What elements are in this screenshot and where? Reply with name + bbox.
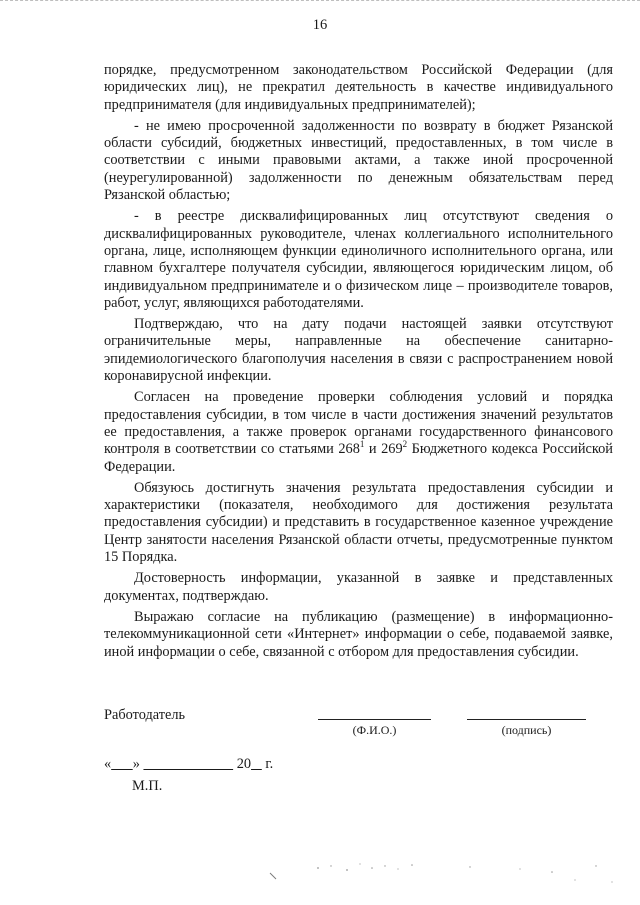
audit-consent-text-c: Бюджетного кодекса Российской Федерации. bbox=[104, 441, 613, 475]
paragraph-no-debt: - не имею просроченной задолженности по возврату в бюджет Рязанской области субсидий, бюджетных инвестиций, предоставленных, в том числе в соответствии с иными правовыми актами, а также иной просроченной (неурегулированной) задолженности по денежным обязательствам перед Рязанской областью; bbox=[104, 117, 613, 204]
paragraph-disqualification-registry: - в реестре дисквалифицированных лиц отсутствуют сведения о дисквалифицированных руководителе, членах коллегиального исполнительного органа, лице, исполняющем функции единоличного исполнительного органа, или главном бухгалтере получателя субсидии, являющегося юридическим лицом, об индивидуальном предпринимателе и о физическом лице – производителе товаров, работ, услуг, являющихся работодателями. bbox=[104, 208, 613, 311]
audit-consent-text-b: и 269 bbox=[364, 441, 403, 458]
paragraph-legal-status: порядке, предусмотренном законодательством Российской Федерации (для юридических лиц), не прекратил деятельность в качестве индивидуального предпринимателя (для индивидуальных предпринимателей); bbox=[104, 62, 613, 113]
paragraph-covid-restrictions: Подтверждаю, что на дату подачи настоящей заявки отсутствуют ограничительные меры, направленные на обеспечение санитарно-эпидемиологического благополучия населения в связи с распространением новой коронавирусной инфекции. bbox=[104, 316, 613, 385]
page-number: 16 bbox=[312, 17, 328, 33]
paragraph-result-commitment: Обязуюсь достигнуть значения результата предоставления субсидии и характеристики (показателя, необходимого для достижения результата предоставления субсидии) и представить в государственное казенное учреждение Центр занятости населения Рязанской области отчеты, предусмотренные пунктом 15 Порядка. bbox=[104, 479, 613, 566]
audit-consent-text-a: Согласен на проведение проверки соблюдения условий и порядка предоставления субсидии, в том числе в части достижения значений результатов ее предоставления, а также проверок органами государственного финансового контроля в соответствии со статьями 268 bbox=[104, 389, 613, 458]
stamp-place-label: М.П. bbox=[132, 778, 163, 794]
date-close-quote: » bbox=[132, 756, 140, 772]
date-year-suffix: г. bbox=[261, 756, 274, 772]
footnote-marker-2: 2 bbox=[402, 439, 408, 450]
employer-label: Работодатель bbox=[104, 707, 186, 723]
date-year-prefix: 20 bbox=[236, 756, 252, 772]
paragraph-reliability: Достоверность информации, указанной в заявке и представленных документах, подтверждаю. bbox=[104, 570, 613, 604]
paragraph-publication-consent: Выражаю согласие на публикацию (размещение) в информационно-телекоммуникационной сети «Интернет» информации о себе, подаваемой заявке, иной информации о себе, связанной с отбором для предоставления субсидии. bbox=[104, 608, 613, 660]
signature-caption: (подпись) bbox=[501, 723, 552, 737]
footnote-marker-1: 1 bbox=[359, 439, 365, 450]
date-open-quote: « bbox=[104, 756, 112, 772]
name-caption: (Ф.И.О.) bbox=[352, 723, 397, 737]
